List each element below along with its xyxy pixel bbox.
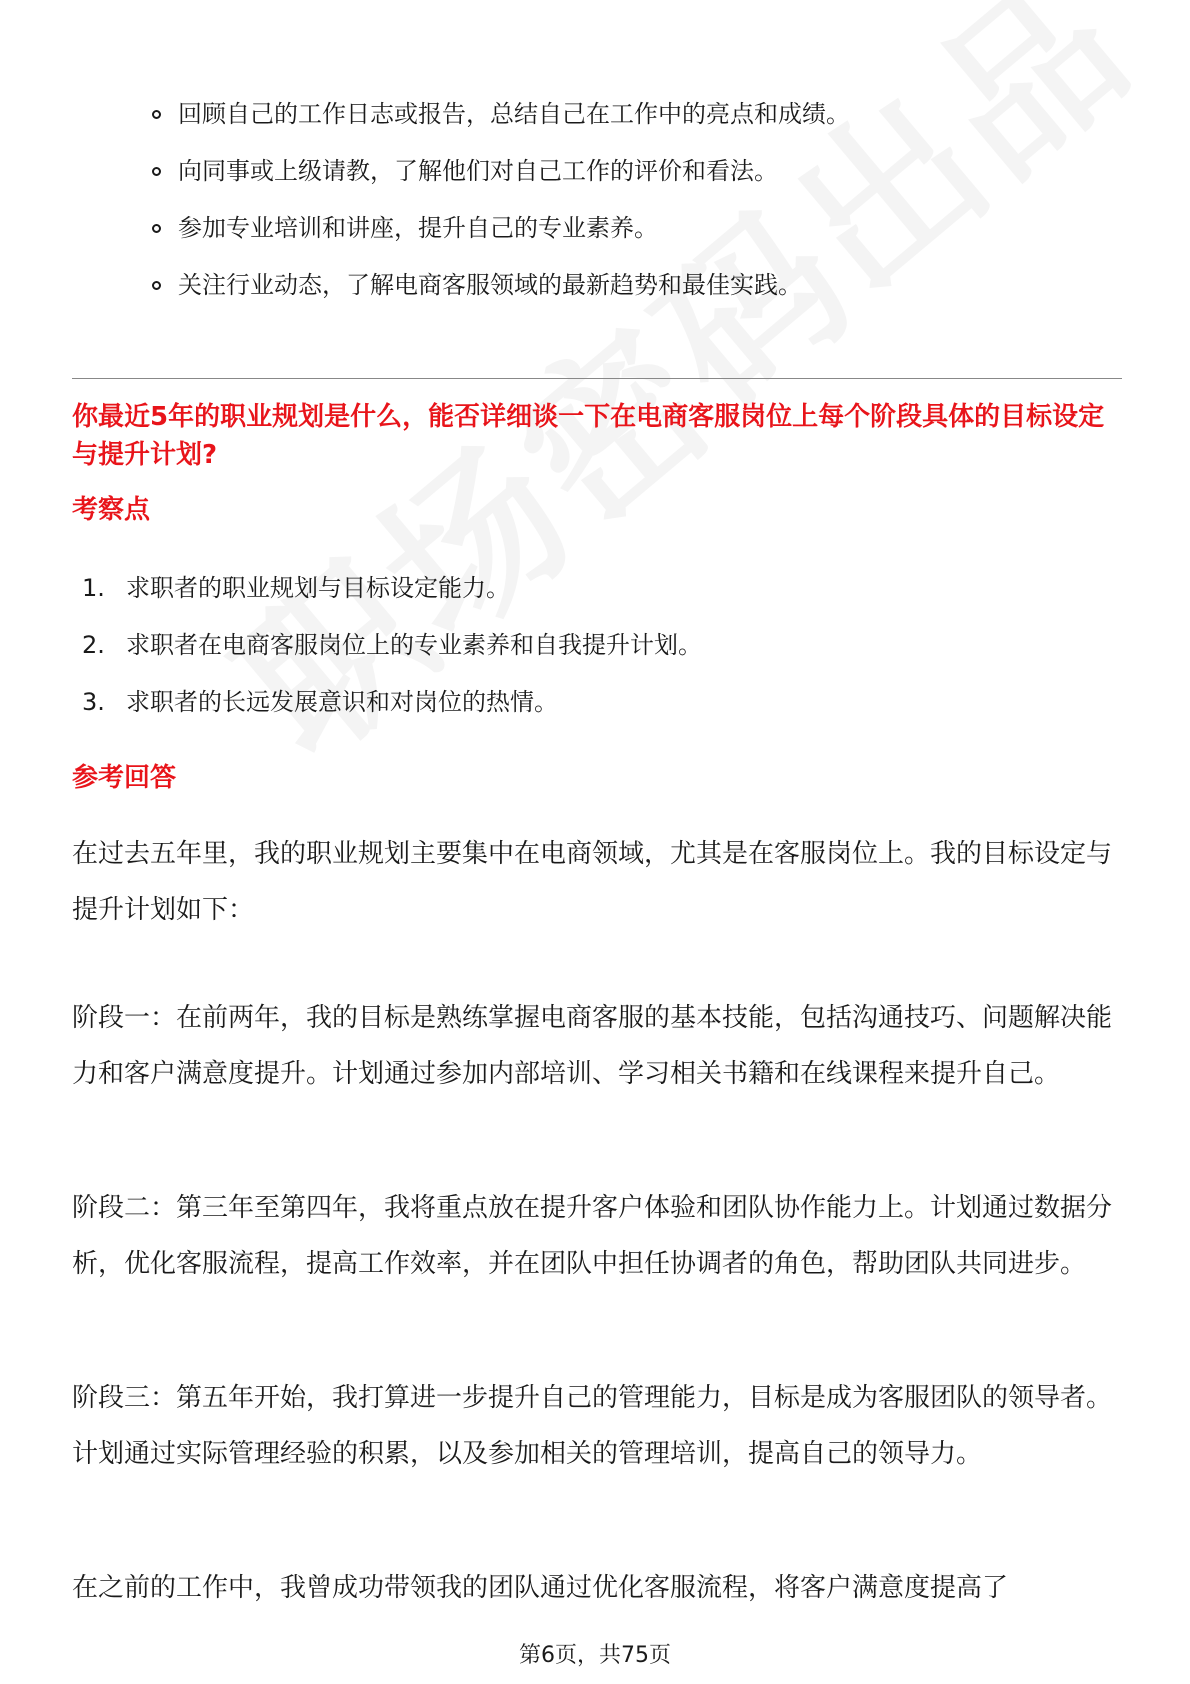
page-number: 第6页，共75页 [519,1643,671,1668]
section-divider [72,378,1122,379]
tips-list [150,96,1130,324]
list-text: 求职者的长远发展意识和对岗位的热情。 [126,688,558,716]
list-number: 3. [82,688,105,716]
list-item: 向同事或上级请教，了解他们对自己工作的评价和看法。 [150,153,1130,189]
answer-paragraph: 阶段一：在前两年，我的目标是熟练掌握电商客服的基本技能，包括沟通技巧、问题解决能力和客户满意度提升。计划通过参加内部培训、学习相关书籍和在线课程来提升自己。 [72,1003,1113,1089]
list-item [82,570,702,606]
answer-paragraph: 在过去五年里，我的职业规划主要集中在电商领域，尤其是在客服岗位上。我的目标设定与提升计划如下： [72,839,1113,925]
list-text: 求职者在电商客服岗位上的专业素养和自我提升计划。 [126,631,702,659]
list-item [82,684,702,720]
list-text: 求职者的职业规划与目标设定能力。 [126,574,510,602]
list-item: 回顾自己的工作日志或报告，总结自己在工作中的亮点和成绩。 [150,96,1130,132]
focus-list [82,570,702,741]
list-item [82,627,702,663]
answer-paragraph: 阶段三：第五年开始，我打算进一步提升自己的管理能力，目标是成为客服团队的领导者。计划通过实际管理经验的积累，以及参加相关的管理培训，提高自己的领导力。 [72,1383,1113,1469]
list-number: 2. [82,631,105,659]
answer-heading: 参考回答 [72,763,177,793]
list-item: 参加专业培训和讲座，提升自己的专业素养。 [150,210,1130,246]
list-item: 关注行业动态，了解电商客服领域的最新趋势和最佳实践。 [150,267,1130,303]
list-number: 1. [82,574,105,602]
answer-paragraph: 阶段二：第三年至第四年，我将重点放在提升客户体验和团队协作能力上。计划通过数据分析，优化客服流程，提高工作效率，并在团队中担任协调者的角色，帮助团队共同进步。 [72,1193,1113,1279]
answer-paragraph: 在之前的工作中，我曾成功带领我的团队通过优化客服流程，将客户满意度提高了 [72,1573,1009,1603]
focus-heading: 考察点 [72,495,151,525]
question-title: 你最近5年的职业规划是什么，能否详细谈一下在电商客服岗位上每个阶段具体的目标设定与提升计划? [72,402,1105,470]
